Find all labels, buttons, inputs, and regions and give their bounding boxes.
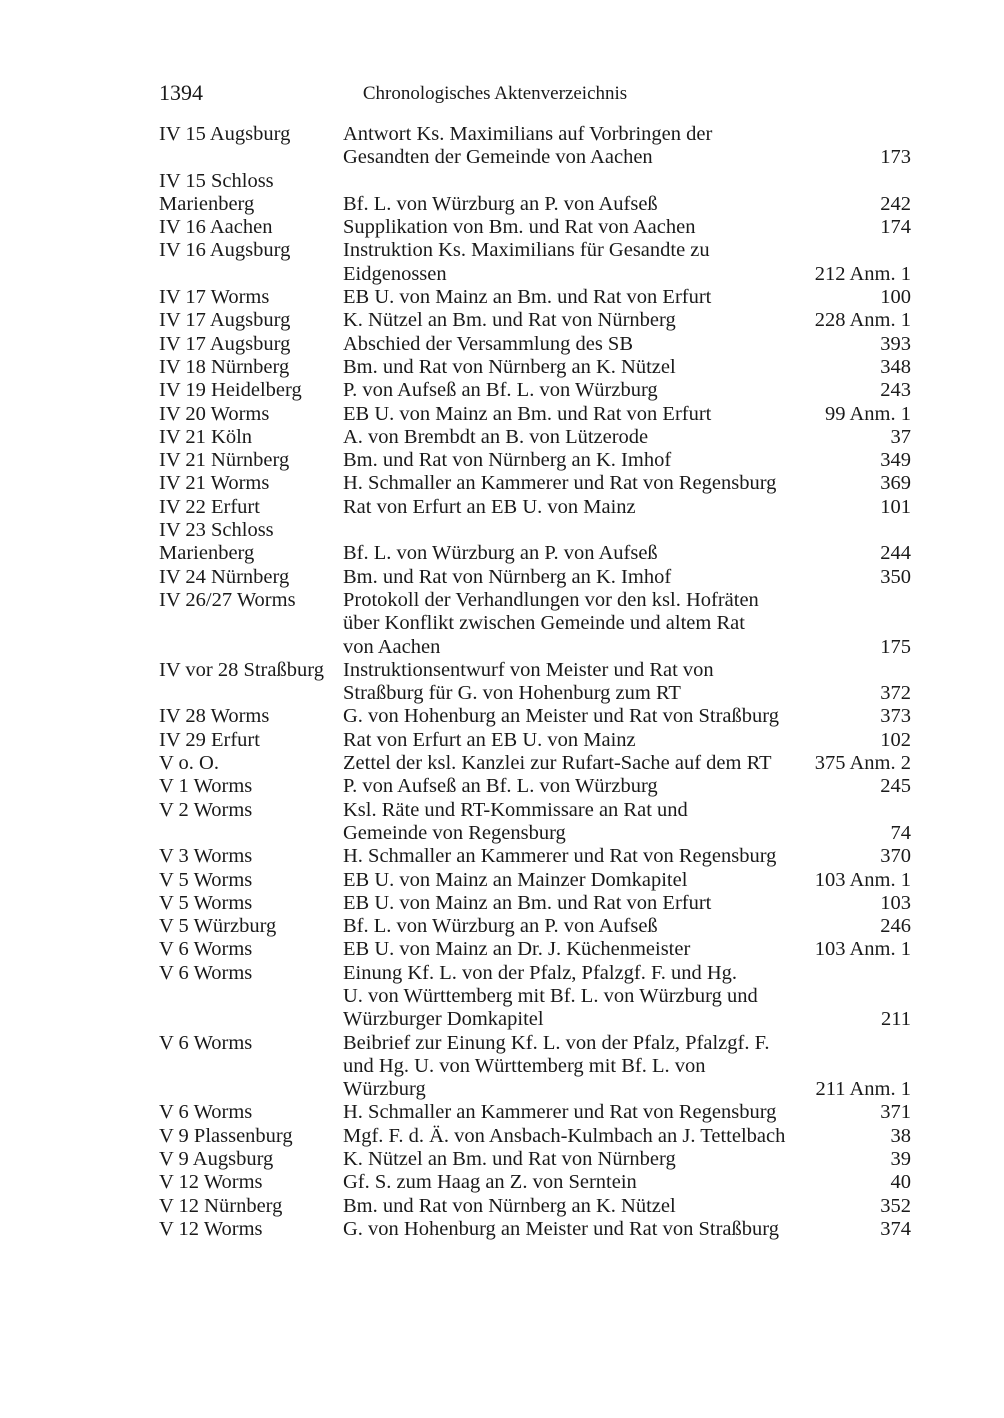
entry-date <box>159 962 343 1032</box>
entry-page-reference: 244 <box>880 542 911 565</box>
register-entry <box>159 1032 911 1102</box>
entry-title <box>343 1171 809 1194</box>
entry-date <box>159 752 343 775</box>
entry-date-line: V 12 Worms <box>159 1171 263 1194</box>
register-entry <box>159 1125 911 1148</box>
register-entry <box>159 705 911 728</box>
entry-page-reference: 245 <box>880 775 911 798</box>
entry-date <box>159 379 343 402</box>
entry-title-line: EB U. von Mainz an Bm. und Rat von Erfurt <box>343 891 712 914</box>
register-entry <box>159 752 911 775</box>
entry-page-reference: 373 <box>880 705 911 728</box>
entry-date-line: IV 17 Worms <box>159 286 270 309</box>
entry-date-line: IV 21 Nürnberg <box>159 449 290 472</box>
entry-page-reference: 371 <box>880 1101 911 1124</box>
entry-title <box>343 496 809 519</box>
entry-title <box>343 239 809 286</box>
entry-title <box>343 1218 809 1241</box>
entry-date-line: Marienberg <box>159 542 255 565</box>
entry-date <box>159 775 343 798</box>
entry-title <box>343 1101 809 1124</box>
register-entry <box>159 845 911 868</box>
entry-date-line: V 3 Worms <box>159 845 253 868</box>
entry-date <box>159 729 343 752</box>
entry-date <box>159 915 343 938</box>
register-entry <box>159 1195 911 1218</box>
entry-date <box>159 589 343 659</box>
entry-title-line: Eidgenossen <box>343 262 447 285</box>
entry-page-reference: 174 <box>880 216 911 239</box>
entry-page-reference: 74 <box>890 821 911 844</box>
entry-date <box>159 1101 343 1124</box>
entry-page-reference: 103 Anm. 1 <box>814 868 911 891</box>
entry-title-line: G. von Hohenburg an Meister und Rat von Straßburg <box>343 705 779 728</box>
entry-page-reference: 370 <box>880 845 911 868</box>
entry-date-line: V 12 Worms <box>159 1217 263 1240</box>
entry-date-line: IV 20 Worms <box>159 402 270 425</box>
entry-title-line: Gemeinde von Regensburg <box>343 821 566 844</box>
entry-title-line: Supplikation von Bm. und Rat von Aachen <box>343 216 696 239</box>
entry-title <box>343 333 809 356</box>
entry-title-line: Mgf. F. d. Ä. von Ansbach-Kulmbach an J. Tettelbach <box>343 1124 786 1147</box>
entry-date-line: IV 26/27 Worms <box>159 588 296 611</box>
running-title: Chronologisches Aktenverzeichnis <box>362 83 628 104</box>
entry-title-line: Antwort Ks. Maximilians auf Vorbringen der <box>343 123 713 145</box>
entry-title <box>343 472 809 495</box>
entry-title <box>343 705 809 728</box>
register-entry <box>159 333 911 356</box>
entry-page-reference: 246 <box>880 915 911 938</box>
entry-date-line: V 5 Würzburg <box>159 915 277 938</box>
entry-title <box>343 379 809 402</box>
entry-date <box>159 659 343 706</box>
entry-title-line: Bf. L. von Würzburg an P. von Aufseß <box>343 192 658 215</box>
entry-date-line: V 12 Nürnberg <box>159 1194 283 1217</box>
entry-date-line: V 6 Worms <box>159 961 253 984</box>
entry-title-line: Zettel der ksl. Kanzlei zur Rufart-Sache auf dem RT <box>343 752 772 775</box>
entry-page-reference: 100 <box>880 286 911 309</box>
entry-title <box>343 892 809 915</box>
entry-date <box>159 845 343 868</box>
entry-date-line: IV 23 Schloss <box>159 519 274 542</box>
entry-title <box>343 170 809 217</box>
entry-date-line: IV 15 Augsburg <box>159 123 291 145</box>
entry-date-line: V 6 Worms <box>159 1101 253 1124</box>
entry-date <box>159 566 343 589</box>
register-entry <box>159 775 911 798</box>
page-number: 1394 <box>159 80 203 105</box>
entry-title <box>343 1195 809 1218</box>
entry-page-reference: 228 Anm. 1 <box>814 309 911 332</box>
entry-date-line: IV 21 Köln <box>159 425 253 448</box>
entry-title-line: Instruktionsentwurf von Meister und Rat von <box>343 658 714 681</box>
entry-date-line: IV 28 Worms <box>159 705 270 728</box>
register-entry <box>159 216 911 239</box>
entry-date <box>159 309 343 332</box>
entry-page-reference: 102 <box>880 728 911 751</box>
entry-title-line: Beibrief zur Einung Kf. L. von der Pfalz, Pfalzgf. F. <box>343 1031 770 1054</box>
entry-page-reference: 369 <box>880 472 911 495</box>
entry-title <box>343 1032 809 1102</box>
entry-page-reference: 211 <box>881 1008 911 1031</box>
register-entry <box>159 309 911 332</box>
entry-date-line: V 9 Augsburg <box>159 1148 274 1171</box>
entry-date <box>159 1148 343 1171</box>
register-entry <box>159 403 911 426</box>
entry-title-line: A. von Brembdt an B. von Lützerode <box>343 425 649 448</box>
entry-date <box>159 472 343 495</box>
register-entry <box>159 659 911 706</box>
entry-title <box>343 286 809 309</box>
entry-date <box>159 239 343 286</box>
register-entry <box>159 589 911 659</box>
entry-title-line: Bm. und Rat von Nürnberg an K. Imhof <box>343 449 672 472</box>
entry-date <box>159 426 343 449</box>
register-entry <box>159 239 911 286</box>
entry-date-line: IV 21 Worms <box>159 472 270 495</box>
entry-title-line: EB U. von Mainz an Mainzer Domkapitel <box>343 868 688 891</box>
entry-title <box>343 519 809 566</box>
entry-title-line: Würzburg <box>343 1078 426 1101</box>
entry-page-reference: 372 <box>880 682 911 705</box>
entry-date-line: Marienberg <box>159 192 255 215</box>
entry-page-reference: 243 <box>880 379 911 402</box>
entry-date <box>159 1195 343 1218</box>
register-entry <box>159 892 911 915</box>
entry-title <box>343 845 809 868</box>
entry-title-line: H. Schmaller an Kammerer und Rat von Regensburg <box>343 1101 777 1124</box>
entry-page-reference: 349 <box>880 449 911 472</box>
entry-title-line: Bm. und Rat von Nürnberg an K. Nützel <box>343 355 676 378</box>
register-entry <box>159 915 911 938</box>
entry-page-reference: 37 <box>890 425 911 448</box>
entry-date-line: V 6 Worms <box>159 1031 253 1054</box>
entry-date-line: IV 19 Heidelberg <box>159 379 302 402</box>
entry-date <box>159 1218 343 1241</box>
entry-title-line: Bm. und Rat von Nürnberg an K. Imhof <box>343 565 672 588</box>
register-entry <box>159 356 911 379</box>
entry-date <box>159 449 343 472</box>
entry-title <box>343 1148 809 1171</box>
entry-title-line: Bf. L. von Würzburg an P. von Aufseß <box>343 915 658 938</box>
entry-date-line: IV 15 Schloss <box>159 169 274 192</box>
entry-date <box>159 403 343 426</box>
entry-title <box>343 566 809 589</box>
entry-title <box>343 659 809 706</box>
entry-date <box>159 705 343 728</box>
entry-date <box>159 496 343 519</box>
entry-date <box>159 799 343 846</box>
entry-title <box>343 589 809 659</box>
entry-title-line <box>343 519 809 542</box>
entry-title-line: K. Nützel an Bm. und Rat von Nürnberg <box>343 1148 676 1171</box>
entry-page-reference: 212 Anm. 1 <box>814 262 911 285</box>
entry-date-line: IV 16 Aachen <box>159 216 273 239</box>
entry-title <box>343 869 809 892</box>
entry-date <box>159 1171 343 1194</box>
register-entry <box>159 379 911 402</box>
entry-date <box>159 333 343 356</box>
entry-title-line <box>343 170 809 193</box>
entry-date <box>159 170 343 217</box>
entry-page-reference: 375 Anm. 2 <box>814 752 911 775</box>
entry-page-reference: 348 <box>880 355 911 378</box>
entry-title-line: Gf. S. zum Haag an Z. von Serntein <box>343 1171 637 1194</box>
entry-title <box>343 799 809 846</box>
entry-date-line: IV 29 Erfurt <box>159 728 260 751</box>
entry-date <box>159 123 343 170</box>
entry-page-reference: 103 <box>880 891 911 914</box>
entry-title-line: G. von Hohenburg an Meister und Rat von Straßburg <box>343 1217 779 1240</box>
entry-page-reference: 99 Anm. 1 <box>825 402 911 425</box>
entry-date <box>159 216 343 239</box>
entry-title-line: U. von Württemberg mit Bf. L. von Würzburg und <box>343 984 758 1007</box>
entry-date-line: IV vor 28 Straßburg <box>159 658 324 681</box>
entry-title-line: und Hg. U. von Württemberg mit Bf. L. von <box>343 1054 706 1077</box>
register-entry <box>159 1171 911 1194</box>
entry-date-line: V 2 Worms <box>159 798 253 821</box>
entry-page-reference: 103 Anm. 1 <box>814 938 911 961</box>
entry-title-line: Straßburg für G. von Hohenburg zum RT <box>343 682 681 705</box>
entry-title <box>343 449 809 472</box>
entry-title-line: über Konflikt zwischen Gemeinde und altem Rat <box>343 612 745 635</box>
entry-title <box>343 356 809 379</box>
register-entry <box>159 496 911 519</box>
entry-date-line: V 6 Worms <box>159 938 253 961</box>
entry-title-line: Ksl. Räte und RT-Kommissare an Rat und <box>343 798 688 821</box>
page-header <box>159 78 911 108</box>
register-entry <box>159 286 911 309</box>
register-entry <box>159 799 911 846</box>
entry-date <box>159 938 343 961</box>
entry-date-line: V 5 Worms <box>159 891 253 914</box>
entry-title-line: P. von Aufseß an Bf. L. von Würzburg <box>343 775 658 798</box>
entry-title-line: EB U. von Mainz an Dr. J. Küchenmeister <box>343 938 691 961</box>
entry-title <box>343 962 809 1032</box>
entry-title-line: Einung Kf. L. von der Pfalz, Pfalzgf. F. und Hg. <box>343 961 738 984</box>
entry-title-line: P. von Aufseß an Bf. L. von Würzburg <box>343 379 658 402</box>
entry-page-reference: 39 <box>890 1148 911 1171</box>
entry-page-reference: 393 <box>880 332 911 355</box>
entry-title <box>343 915 809 938</box>
entry-title <box>343 403 809 426</box>
register-entry <box>159 962 911 1032</box>
entry-title-line: Instruktion Ks. Maximilians für Gesandte zu <box>343 239 710 262</box>
register-entry <box>159 519 911 566</box>
entry-page-reference: 40 <box>890 1171 911 1194</box>
entry-page-reference: 350 <box>880 565 911 588</box>
entry-title <box>343 123 809 170</box>
register-entry <box>159 938 911 961</box>
entry-date <box>159 286 343 309</box>
register-entry <box>159 123 911 170</box>
entry-title-line: H. Schmaller an Kammerer und Rat von Regensburg <box>343 845 777 868</box>
entry-page-reference: 173 <box>880 146 911 169</box>
entry-title-line: K. Nützel an Bm. und Rat von Nürnberg <box>343 309 676 332</box>
entry-date-line: V 1 Worms <box>159 775 253 798</box>
entry-page-reference: 211 Anm. 1 <box>815 1078 911 1101</box>
entry-date-line: IV 24 Nürnberg <box>159 565 290 588</box>
entry-title-line: Protokoll der Verhandlungen vor den ksl. Hofräten <box>343 588 759 611</box>
entry-date-line: V 5 Worms <box>159 868 253 891</box>
entry-title <box>343 309 809 332</box>
entry-date-line: IV 17 Augsburg <box>159 332 291 355</box>
entry-date-line: IV 22 Erfurt <box>159 495 260 518</box>
register-entry <box>159 1148 911 1171</box>
register-entry <box>159 729 911 752</box>
entry-title <box>343 216 809 239</box>
entry-date-line: V 9 Plassenburg <box>159 1124 293 1147</box>
register-entry <box>159 170 911 217</box>
entry-title <box>343 775 809 798</box>
entry-title-line: Rat von Erfurt an EB U. von Mainz <box>343 728 636 751</box>
entry-title-line: von Aachen <box>343 635 441 658</box>
entry-title <box>343 752 809 775</box>
entry-title-line: Rat von Erfurt an EB U. von Mainz <box>343 495 636 518</box>
entry-title <box>343 426 809 449</box>
entry-date <box>159 1032 343 1102</box>
register-entry <box>159 472 911 495</box>
entry-title-line: Würzburger Domkapitel <box>343 1008 544 1031</box>
entry-page-reference: 101 <box>880 495 911 518</box>
entry-date-line: IV 17 Augsburg <box>159 309 291 332</box>
entry-page-reference: 242 <box>880 192 911 215</box>
register-entry <box>159 869 911 892</box>
entry-page-reference: 374 <box>880 1217 911 1240</box>
entry-date-line: IV 18 Nürnberg <box>159 355 290 378</box>
entry-title-line: EB U. von Mainz an Bm. und Rat von Erfurt <box>343 402 712 425</box>
entry-title-line: Bf. L. von Würzburg an P. von Aufseß <box>343 542 658 565</box>
register-entry <box>159 449 911 472</box>
entry-title-line: EB U. von Mainz an Bm. und Rat von Erfurt <box>343 286 712 309</box>
entry-title-line: H. Schmaller an Kammerer und Rat von Regensburg <box>343 472 777 495</box>
entry-date <box>159 1125 343 1148</box>
entry-date <box>159 892 343 915</box>
entry-title-line: Abschied der Versammlung des SB <box>343 332 634 355</box>
register-entry <box>159 426 911 449</box>
entry-title <box>343 938 809 961</box>
register-entry <box>159 1218 911 1241</box>
entry-title <box>343 1125 809 1148</box>
register-entry <box>159 566 911 589</box>
entry-title <box>343 729 809 752</box>
entry-date-line: IV 16 Augsburg <box>159 239 291 262</box>
entry-date <box>159 869 343 892</box>
entry-title-line: Bm. und Rat von Nürnberg an K. Nützel <box>343 1194 676 1217</box>
register-entries <box>159 123 911 1241</box>
entry-page-reference: 175 <box>880 635 911 658</box>
document-page <box>159 0 911 1418</box>
register-entry <box>159 1101 911 1124</box>
entry-page-reference: 38 <box>890 1124 911 1147</box>
entry-title-line: Gesandten der Gemeinde von Aachen <box>343 146 653 169</box>
entry-page-reference: 352 <box>880 1194 911 1217</box>
entry-date <box>159 519 343 566</box>
entry-date-line: V o. O. <box>159 752 219 775</box>
entry-date <box>159 356 343 379</box>
